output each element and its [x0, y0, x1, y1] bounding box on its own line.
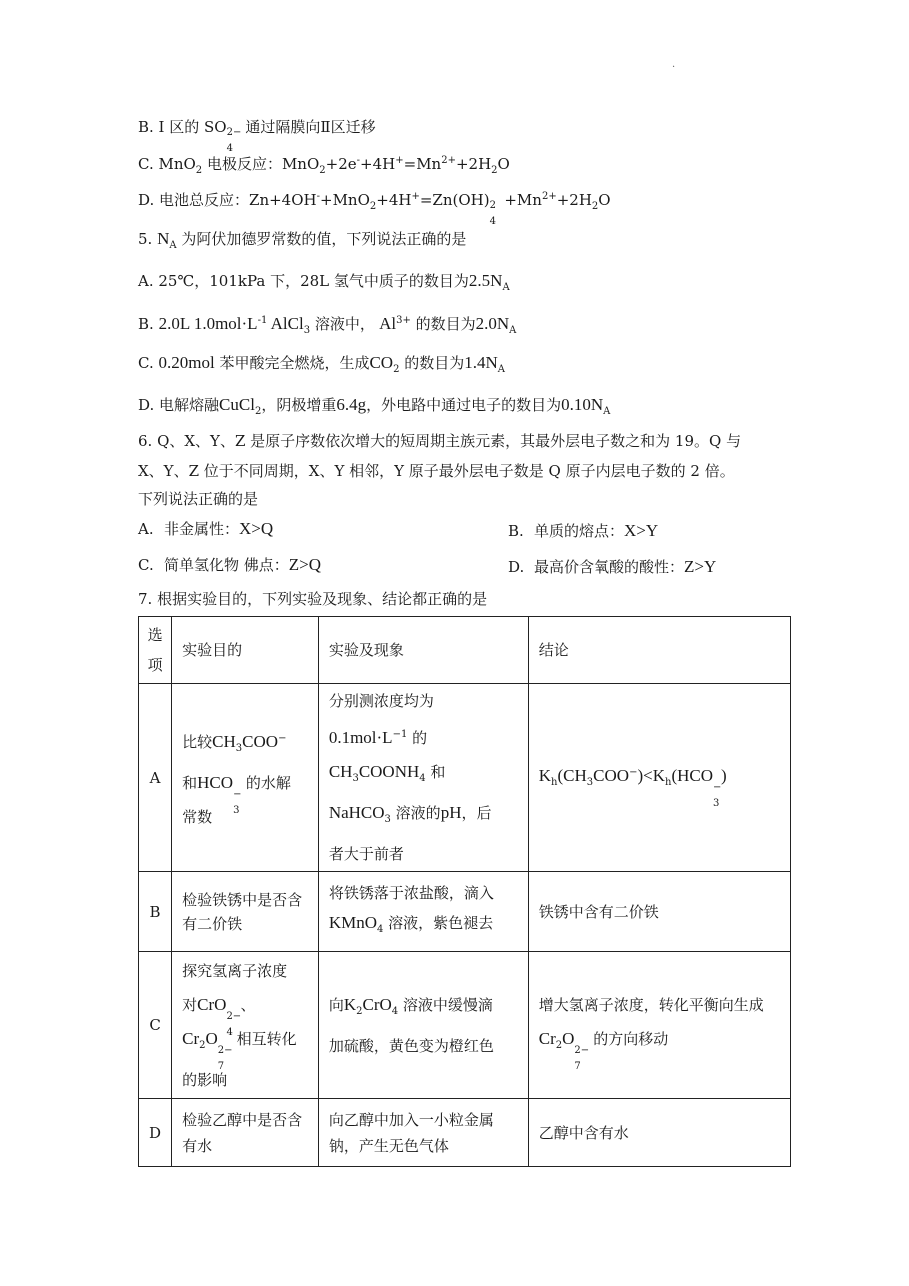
- row-option: D: [139, 1099, 172, 1167]
- header-conclusion: 结论: [528, 617, 790, 684]
- row-experiment: 向$K_2CrO_4$ 溶液中缓慢滴 加硫酸，黄色变为橙红色: [318, 952, 528, 1099]
- row-purpose: 检验铁锈中是否含有二价铁: [172, 872, 319, 952]
- q4-option-b: B. I 区的 SO 2− 4 通过隔膜向Ⅱ区迁移: [138, 118, 376, 154]
- q6-option-a: A. 非金属性：X>Q: [138, 519, 274, 538]
- header-experiment: 实验及现象: [318, 617, 528, 684]
- table-row: [139, 1099, 791, 1167]
- q5-stem: 5. $N_A$ 为阿伏加德罗常数的值，下列说法正确的是: [138, 229, 467, 251]
- q5-option-b: B. 2.0L $1.0mol\cdot L^{-1}$ AlCl$_3$ 溶液中， $Al^{3+}$ 的数目为$2.0N_A$: [138, 314, 517, 336]
- row-option: A: [139, 684, 172, 872]
- row-purpose: 比较$CH_3COO^-$ 和HCO − 3 的水解 常数: [172, 684, 319, 872]
- row-conclusion: 增大氢离子浓度，转化平衡向生成 $Cr_2O$ 2− 7 的方向移动: [528, 952, 790, 1099]
- q6-option-c: C. 简单氢化物 佛点：Z>Q: [138, 555, 322, 574]
- q5-option-c: C. 0.20mol 苯甲酸完全燃烧，生成$CO_2$ 的数目为$1.4N_A$: [138, 353, 506, 375]
- q5-option-a: A. 25℃，101kPa 下，28L 氢气中质子的数目为$2.5N_A$: [138, 271, 510, 293]
- q4-option-d: D. 电池总反应：Zn+4OH-+MnO$_2$+4H+=Zn(OH) 2 4 $+Mn^{2+}+2H_2O$: [138, 191, 611, 227]
- q6-option-b: B. 单质的熔点：X>Y: [508, 521, 659, 540]
- header-purpose: 实验目的: [172, 617, 319, 684]
- q7-table: [138, 616, 791, 1167]
- row-option: C: [139, 952, 172, 1099]
- table-row: [139, 952, 791, 1099]
- table-header-row: [139, 617, 791, 684]
- row-option: B: [139, 872, 172, 952]
- q6-stem-line1: 6. Q、X、Y、Z 是原子序数依次增大的短周期主族元素，其最外层电子数之和为 19。Q 与: [138, 432, 742, 450]
- row-conclusion: $K_h(CH_3COO^-)<K_h(HCO$ − 3 ): [528, 684, 790, 872]
- page-dot: ·: [672, 62, 676, 73]
- header-option: 选项: [139, 617, 172, 684]
- q4-option-c: C. MnO$_2$ 电极反应：$MnO_2+2e^-+4H^+=Mn^{2+}+2H_2O$: [138, 155, 510, 176]
- q6-stem-line2: X、Y、Z 位于不同周期，X、Y 相邻，Y 原子最外层电子数是 Q 原子内层电子数的 2 倍。: [138, 462, 735, 480]
- row-experiment: 将铁锈落于浓盐酸，滴入 KMnO$_4$ 溶液，紫色褪去: [318, 872, 528, 952]
- q6-stem-line3: 下列说法正确的是: [138, 490, 259, 508]
- q6-option-d: D. 最高价含氧酸的酸性：Z>Y: [508, 557, 717, 576]
- row-experiment: 分别测浓度均为 $0.1mol\cdot L^{-1}$ 的 $CH_3COONH_4$ 和 NaHCO$_3$ 溶液的pH，后 者大于前者: [318, 684, 528, 872]
- row-purpose: 探究氢离子浓度 对CrO 2− 4 、 $Cr_2O$ 2− 7 相互转化 的影响: [172, 952, 319, 1099]
- row-conclusion: 乙醇中含有水: [528, 1099, 790, 1167]
- q7-stem: 7. 根据实验目的，下列实验及现象、结论都正确的是: [138, 590, 488, 608]
- table-row: [139, 872, 791, 952]
- row-conclusion: 铁锈中含有二价铁: [528, 872, 790, 952]
- q5-option-d: D. 电解熔融CuCl$_2$，阴极增重6.4g，外电路中通过电子的数目为$0.10N_A$: [138, 395, 611, 417]
- row-experiment: 向乙醇中加入一小粒金属钠，产生无色气体: [318, 1099, 528, 1167]
- table-row: [139, 684, 791, 872]
- row-purpose: 检验乙醇中是否含有水: [172, 1099, 319, 1167]
